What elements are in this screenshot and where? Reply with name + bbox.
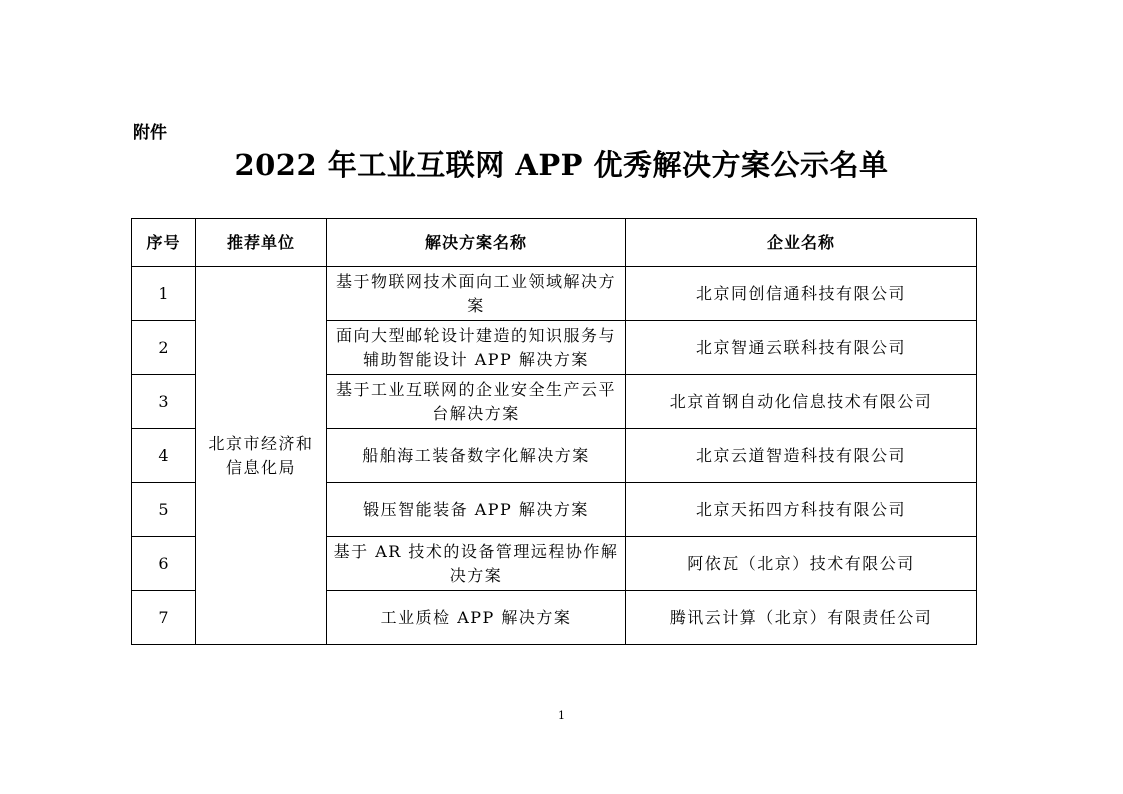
table-row bbox=[132, 267, 977, 321]
solution-name: 基于工业互联网的企业安全生产云平台解决方案 bbox=[327, 375, 626, 429]
header-recommender: 推荐单位 bbox=[196, 219, 327, 267]
row-index: 3 bbox=[132, 375, 196, 429]
row-index: 2 bbox=[132, 321, 196, 375]
company-name: 北京首钢自动化信息技术有限公司 bbox=[626, 375, 977, 429]
row-index: 4 bbox=[132, 429, 196, 483]
row-index: 6 bbox=[132, 537, 196, 591]
company-name: 北京智通云联科技有限公司 bbox=[626, 321, 977, 375]
company-name: 阿依瓦（北京）技术有限公司 bbox=[626, 537, 977, 591]
row-index: 1 bbox=[132, 267, 196, 321]
company-name: 北京同创信通科技有限公司 bbox=[626, 267, 977, 321]
row-index: 7 bbox=[132, 591, 196, 645]
page-title: 2022 年工业互联网 APP 优秀解决方案公示名单 bbox=[234, 148, 889, 182]
page-number: 1 bbox=[558, 709, 565, 722]
company-name: 北京云道智造科技有限公司 bbox=[626, 429, 977, 483]
header-company: 企业名称 bbox=[626, 219, 977, 267]
solution-name: 船舶海工装备数字化解决方案 bbox=[327, 429, 626, 483]
header-index: 序号 bbox=[132, 219, 196, 267]
solutions-table bbox=[131, 218, 977, 645]
solution-name: 基于物联网技术面向工业领域解决方案 bbox=[327, 267, 626, 321]
attachment-label: 附件 bbox=[133, 123, 167, 143]
recommender-cell: 北京市经济和信息化局 bbox=[196, 267, 327, 645]
solution-name: 工业质检 APP 解决方案 bbox=[327, 591, 626, 645]
solution-name: 面向大型邮轮设计建造的知识服务与辅助智能设计 APP 解决方案 bbox=[327, 321, 626, 375]
row-index: 5 bbox=[132, 483, 196, 537]
solution-name: 锻压智能装备 APP 解决方案 bbox=[327, 483, 626, 537]
company-name: 腾讯云计算（北京）有限责任公司 bbox=[626, 591, 977, 645]
solution-name: 基于 AR 技术的设备管理远程协作解决方案 bbox=[327, 537, 626, 591]
table-header-row bbox=[132, 219, 977, 267]
company-name: 北京天拓四方科技有限公司 bbox=[626, 483, 977, 537]
header-solution: 解决方案名称 bbox=[327, 219, 626, 267]
